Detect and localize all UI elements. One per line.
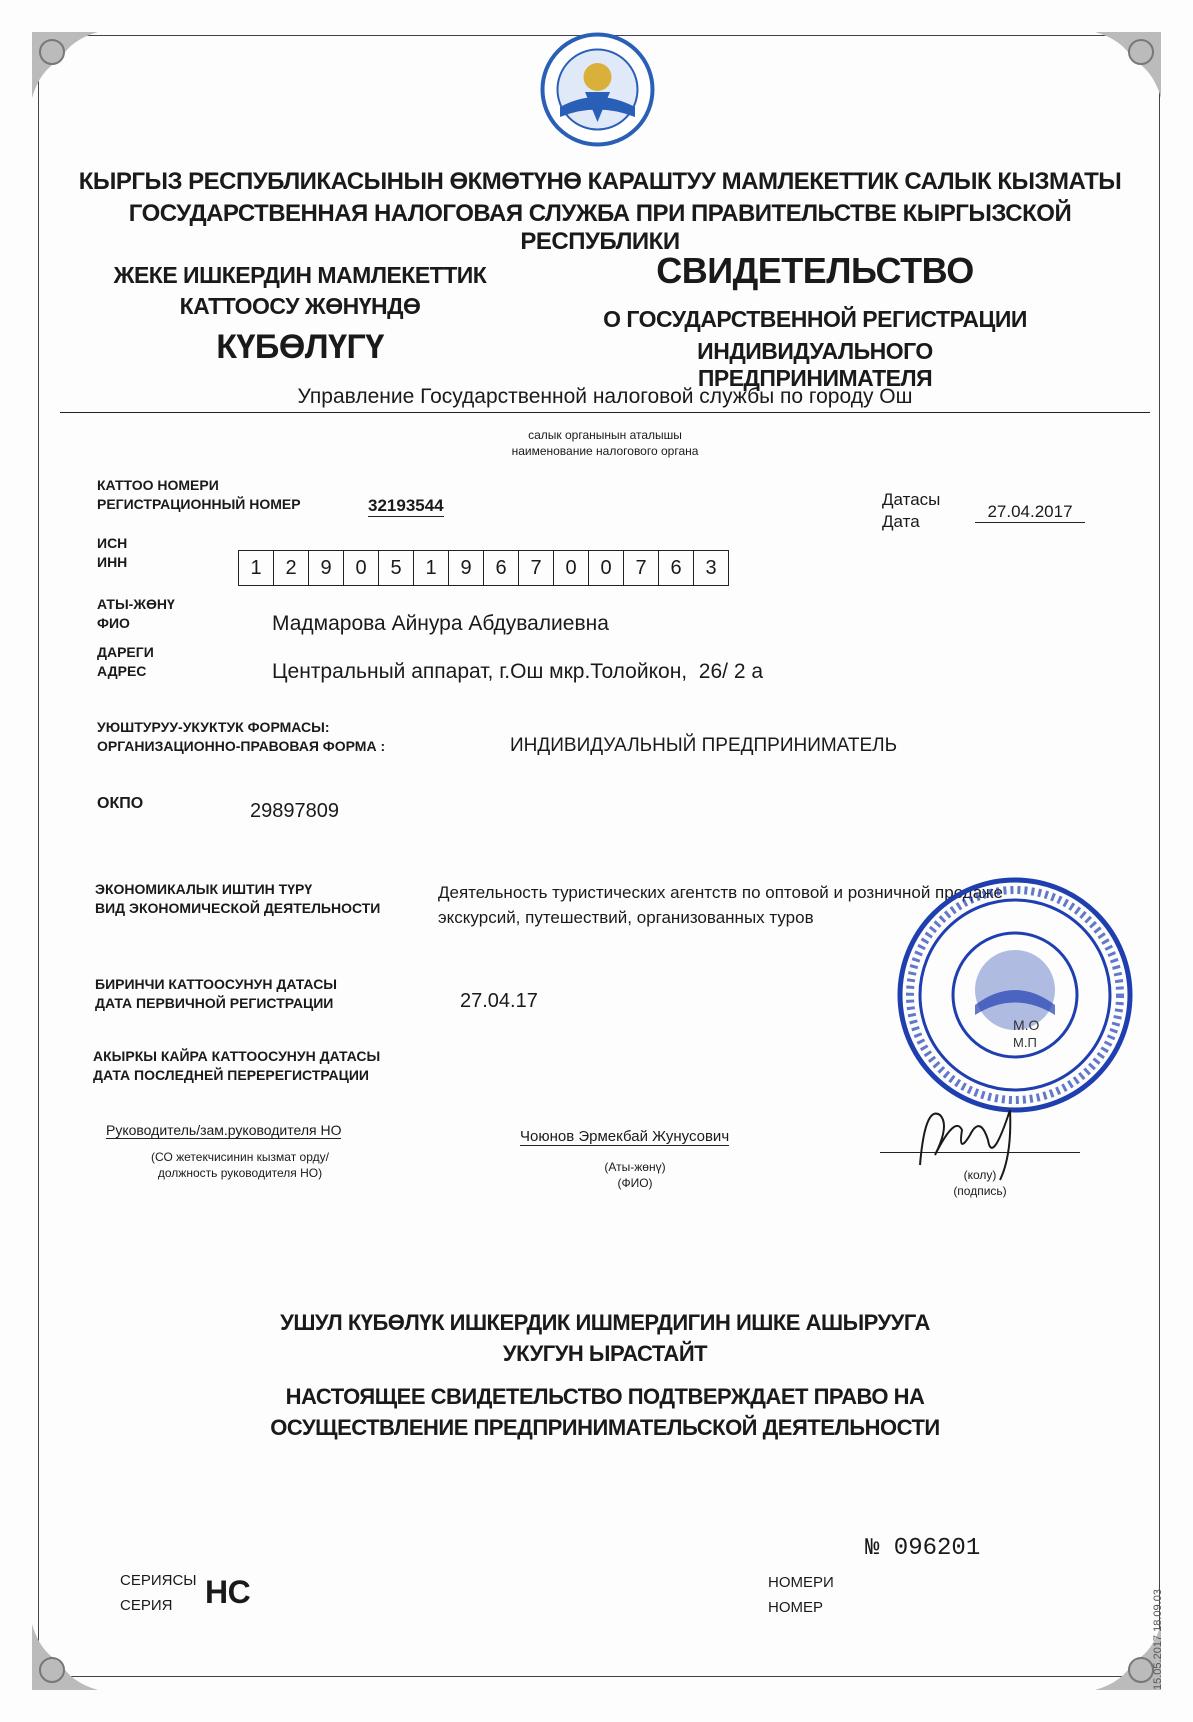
official-stamp-icon	[895, 875, 1135, 1115]
series-value: НС	[205, 1574, 251, 1610]
signer-name: Чоюнов Эрмекбай Жунусович	[520, 1128, 730, 1145]
address-label-ru: АДРЕС	[97, 663, 147, 679]
number-label-ky: НОМЕРИ	[768, 1574, 834, 1591]
inn-label-ru: ИНН	[97, 554, 128, 570]
legal-form-label-ru: ОРГАНИЗАЦИОННО-ПРАВОВАЯ ФОРМА :	[97, 738, 386, 754]
tax-office-caption-ru: наименование налогового органа	[511, 444, 699, 458]
inn-digit: 7	[519, 550, 554, 586]
fio-label-ky: АТЫ-ЖӨНҮ	[97, 596, 175, 612]
inn-label-ky: ИСН	[97, 535, 128, 551]
corner-ornament-top-right	[1093, 30, 1163, 100]
first-reg-label-ky: БИРИНЧИ КАТТООСУНУН ДАТАСЫ	[95, 976, 338, 992]
signature-caption-ru: (подпись)	[953, 1184, 1007, 1198]
title-ky-line2: КАТТООСУ ЖӨНҮНДӨ	[179, 293, 421, 319]
signer-name-caption-ru: (ФИО)	[617, 1176, 653, 1190]
tax-office-caption-ky: салык органынын аталышы	[528, 428, 682, 442]
inn-digit: 1	[239, 550, 274, 586]
okpo-label: ОКПО	[97, 795, 144, 812]
reg-number-label-ru: РЕГИСТРАЦИОННЫЙ НОМЕР	[97, 496, 301, 512]
stamp-mp-text: М.П	[1013, 1035, 1037, 1050]
okpo-value: 29897809	[250, 800, 339, 822]
title-ru-main: СВИДЕТЕЛЬСТВО	[656, 250, 974, 291]
last-rereg-label-ky: АКЫРКЫ КАЙРА КАТТООСУНУН ДАТАСЫ	[93, 1048, 381, 1064]
inn-digit: 5	[379, 550, 414, 586]
header-line-ru: ГОСУДАРСТВЕННАЯ НАЛОГОВАЯ СЛУЖБА ПРИ ПРАВИТЕЛЬСТВЕ КЫРГЫЗСКОЙ РЕСПУБЛИКИ	[128, 200, 1072, 255]
inn-digit: 0	[344, 550, 379, 586]
inn-digit: 9	[309, 550, 344, 586]
inn-digit: 0	[589, 550, 624, 586]
tax-office-name: Управление Государственной налоговой службы по городу Ош	[297, 385, 913, 408]
inn-digit: 2	[274, 550, 309, 586]
number-label-ru: НОМЕР	[768, 1599, 824, 1616]
signature-caption-ky: (колу)	[963, 1168, 997, 1182]
first-reg-label-ru: ДАТА ПЕРВИЧНОЙ РЕГИСТРАЦИИ	[95, 995, 334, 1011]
inn-digit: 1	[414, 550, 449, 586]
series-label-ky: СЕРИЯСЫ	[120, 1572, 197, 1589]
inn-digit: 9	[449, 550, 484, 586]
address-label-ky: ДАРЕГИ	[97, 644, 154, 660]
title-ky-line1: ЖЕКЕ ИШКЕРДИН МАМЛЕКЕТТИК	[113, 262, 487, 288]
activity-label-ky: ЭКОНОМИКАЛЫК ИШТИН ТҮРҮ	[95, 881, 313, 897]
signer-position: Руководитель/зам.руководителя НО	[106, 1122, 342, 1138]
fio-label-ru: ФИО	[97, 615, 130, 631]
last-rereg-label-ru: ДАТА ПОСЛЕДНЕЙ ПЕРЕРЕГИСТРАЦИИ	[93, 1067, 369, 1083]
corner-ornament-top-left	[30, 30, 100, 100]
title-ru-line2: ИНДИВИДУАЛЬНОГО ПРЕДПРИНИМАТЕЛЯ	[697, 338, 933, 391]
tax-office-underline	[60, 412, 1150, 413]
stamp-mo-text: М.О	[1013, 1017, 1040, 1033]
series-label-ru: СЕРИЯ	[120, 1597, 173, 1614]
handwritten-signature-icon	[900, 1095, 1030, 1185]
inn-digit: 0	[554, 550, 589, 586]
signer-position-caption-ru: должность руководителя НО)	[157, 1166, 323, 1180]
side-print-code: 15.05.2017 18.09.03	[1152, 1589, 1164, 1690]
state-emblem-icon	[540, 32, 655, 147]
first-reg-value: 27.04.17	[460, 990, 538, 1012]
signer-position-caption-ky: (СО жетекчисинин кызмат орду/	[151, 1150, 329, 1164]
reg-date-value: 27.04.2017	[975, 502, 1085, 523]
inn-digit: 7	[624, 550, 659, 586]
title-ru-line1: О ГОСУДАРСТВЕННОЙ РЕГИСТРАЦИИ	[603, 306, 1027, 332]
reg-date-label-ru: Дата	[882, 512, 920, 531]
corner-ornament-bottom-left	[30, 1622, 100, 1692]
legal-form-label-ky: УЮШТУРУУ-УКУКТУК ФОРМАСЫ:	[97, 719, 330, 735]
reg-number-value: 32193544	[368, 496, 444, 515]
certificate-number: № 096201	[865, 1535, 981, 1562]
legal-form-value: ИНДИВИДУАЛЬНЫЙ ПРЕДПРИНИМАТЕЛЬ	[510, 735, 898, 756]
footer-ru-line2: ОСУЩЕСТВЛЕНИЕ ПРЕДПРИНИМАТЕЛЬСКОЙ ДЕЯТЕЛЬНОСТИ	[270, 1415, 940, 1440]
inn-digit: 6	[659, 550, 694, 586]
inn-digit: 6	[484, 550, 519, 586]
signer-name-caption-ky: (Аты-жөнү)	[604, 1160, 666, 1174]
header-line-ky: КЫРГЫЗ РЕСПУБЛИКАСЫНЫН ӨКМӨТҮНӨ КАРАШТУУ МАМЛЕКЕТТИК САЛЫК КЫЗМАТЫ	[78, 168, 1122, 195]
activity-value-line2: экскурсий, путешествий, организованных туров	[438, 908, 814, 927]
reg-date-label-ky: Датасы	[882, 490, 941, 509]
footer-ru-line1: НАСТОЯЩЕЕ СВИДЕТЕЛЬСТВО ПОДТВЕРЖДАЕТ ПРАВО НА	[285, 1384, 925, 1409]
footer-ky-line2: УКУГУН ЫРАСТАЙТ	[502, 1341, 708, 1366]
footer-ky-line1: УШУЛ КҮБӨЛҮК ИШКЕРДИК ИШМЕРДИГИН ИШКЕ АШЫРУУГА	[280, 1310, 930, 1335]
title-ky-main: КҮБӨЛҮГҮ	[216, 328, 384, 366]
inn-digit: 3	[694, 550, 729, 586]
address-value: Центральный аппарат, г.Ош мкр.Толойкон, 26/ 2 а	[272, 660, 764, 683]
inn-digit-boxes	[238, 550, 729, 586]
reg-number-label-ky: КАТТОО НОМЕРИ	[97, 477, 219, 493]
activity-label-ru: ВИД ЭКОНОМИЧЕСКОЙ ДЕЯТЕЛЬНОСТИ	[95, 900, 381, 916]
fio-value: Мадмарова Айнура Абдувалиевна	[272, 612, 609, 635]
activity-value-line1: Деятельность туристических агентств по оптовой и розничной продаже	[438, 883, 1003, 902]
